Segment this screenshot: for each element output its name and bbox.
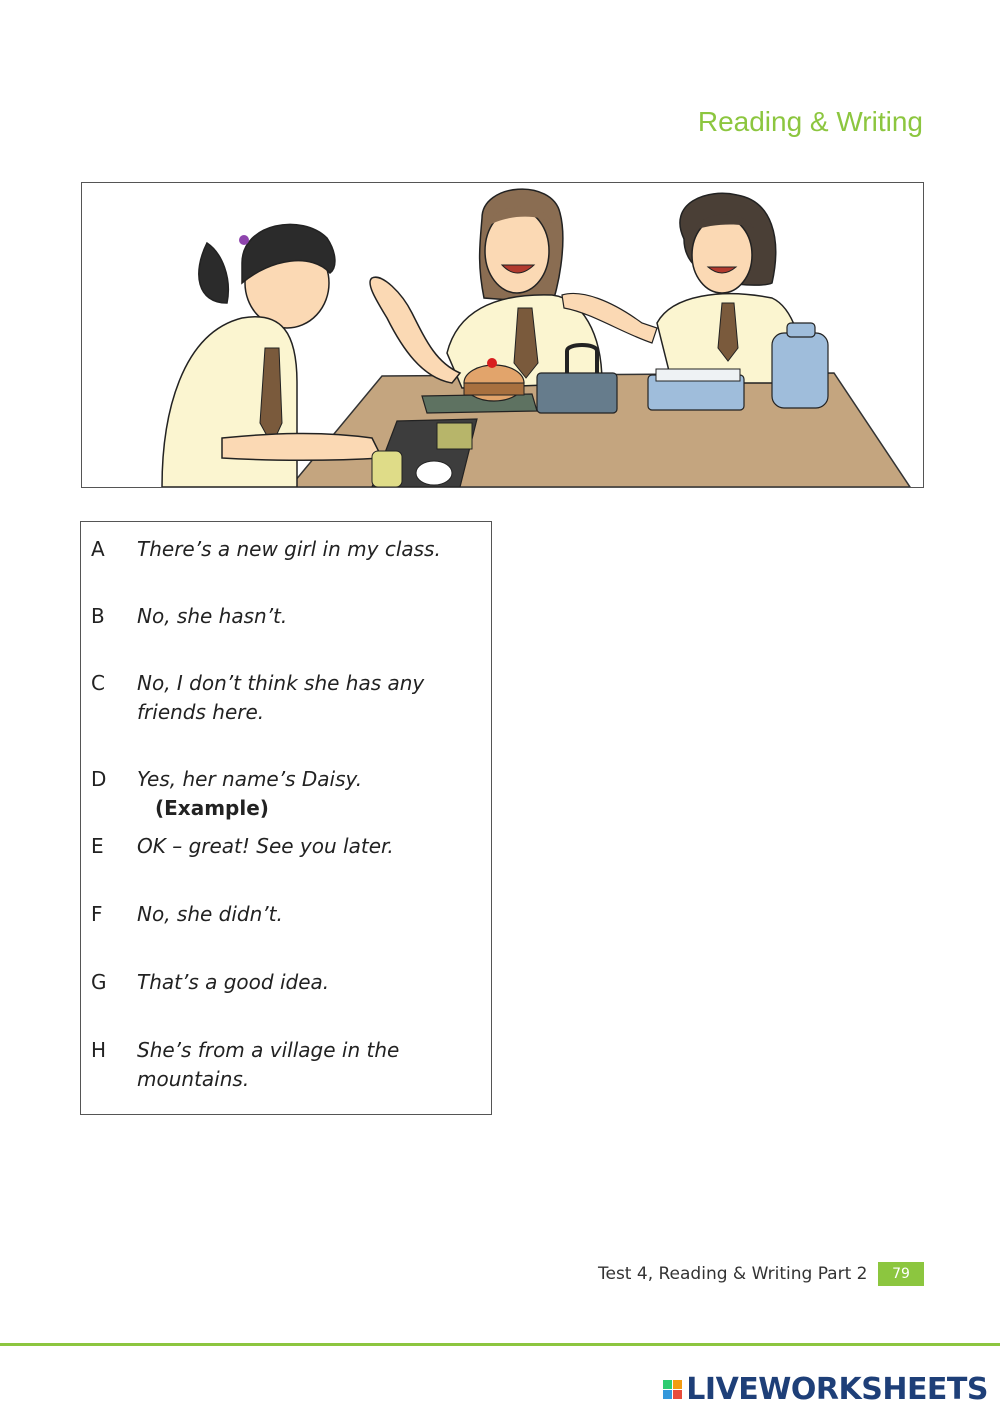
footer-caption: Test 4, Reading & Writing Part 2 bbox=[598, 1264, 868, 1284]
page-number: 79 bbox=[878, 1262, 924, 1286]
footer-divider bbox=[0, 1343, 1000, 1346]
option-text: No, she hasn’t. bbox=[137, 604, 288, 628]
option-letter: E bbox=[91, 834, 104, 858]
example-label: (Example) bbox=[155, 796, 269, 820]
option-letter: A bbox=[91, 537, 105, 561]
option-letter: H bbox=[91, 1038, 107, 1062]
option-letter: C bbox=[91, 671, 105, 695]
option-text: That’s a good idea. bbox=[137, 970, 330, 994]
option-letter: F bbox=[91, 902, 103, 926]
option-text-with-example bbox=[137, 765, 482, 823]
option-text: Yes, her name’s Daisy. bbox=[137, 767, 363, 791]
option-text: There’s a new girl in my class. bbox=[137, 537, 441, 561]
option-letter: G bbox=[91, 970, 107, 994]
option-text: No, she didn’t. bbox=[137, 902, 283, 926]
girl-left bbox=[162, 224, 382, 487]
liveworksheets-icon bbox=[663, 1380, 682, 1399]
option-text: No, I don’t think she has any friends here. bbox=[137, 671, 425, 724]
brand-name: LIVEWORKSHEETS bbox=[686, 1372, 988, 1407]
illustration-girls-lunch bbox=[81, 182, 924, 488]
options-box bbox=[80, 521, 492, 1115]
option-letter: D bbox=[91, 767, 107, 791]
option-letter: B bbox=[91, 604, 105, 628]
option-text: OK – great! See you later. bbox=[137, 834, 394, 858]
illustration-drawing bbox=[82, 183, 923, 487]
brand-logo bbox=[663, 1372, 988, 1407]
option-text: She’s from a village in the mountains. bbox=[137, 1038, 400, 1091]
section-title: Reading & Writing bbox=[697, 106, 923, 137]
girl-middle bbox=[370, 189, 657, 388]
